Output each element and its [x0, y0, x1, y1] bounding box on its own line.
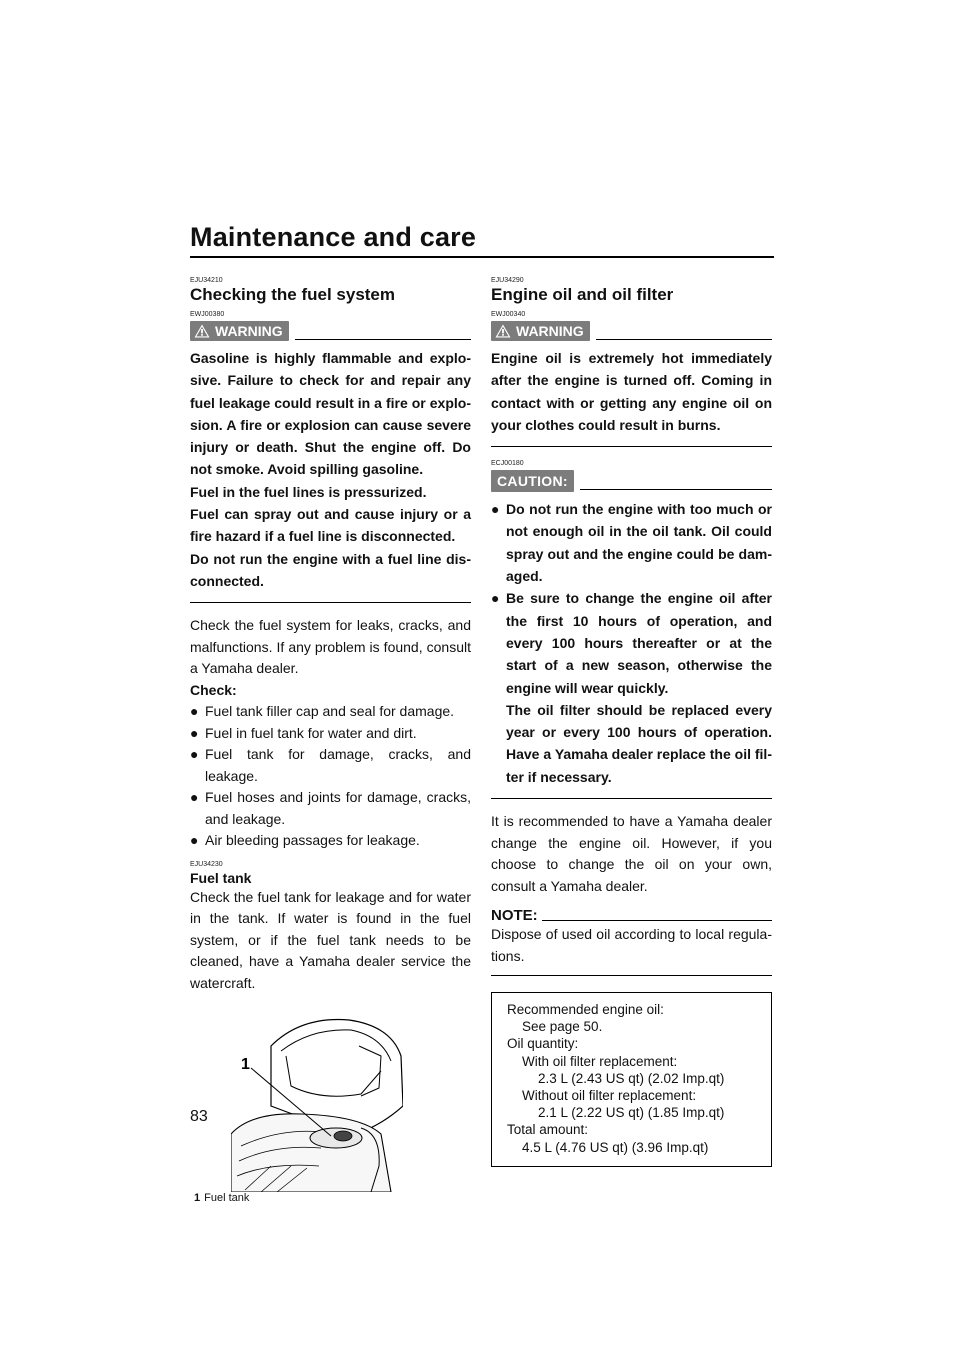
- warning-code: EWJ00340: [491, 311, 526, 318]
- caution-followup: The oil filter should be replaced every year or every 100 hours of operation. Have a Yamaha dealer replace the oil filter if necessary.: [506, 701, 772, 785]
- list-item: ● Fuel tank filler cap and seal for damage.: [190, 701, 471, 723]
- caution-header: [491, 470, 772, 492]
- watercraft-illustration: [231, 1016, 403, 1192]
- caution-badge: CAUTION:: [491, 470, 574, 492]
- bullet-icon: ●: [190, 724, 199, 741]
- note-text: Dispose of used oil according to local regulations.: [491, 926, 772, 964]
- warning-rule: [295, 339, 471, 340]
- warning-label: WARNING: [516, 323, 584, 339]
- spec-line: With oil filter replacement:: [522, 1053, 678, 1069]
- bullet-icon: ●: [491, 501, 500, 518]
- warning-badge: [491, 321, 590, 341]
- bullet-icon: ●: [190, 832, 199, 849]
- right-column: [491, 276, 772, 1167]
- fuel-tank-text: Check the fuel tank for leakage and for water in the tank. If water is found in the fuel system, or if the fuel tank needs to be cleaned, have a Yamaha dealer service the watercraft.: [190, 888, 471, 991]
- note-rule: [542, 920, 772, 921]
- list-item: ● Be sure to change the engine oil after the first 10 hours of operation, and every 100 hours thereafter or at the start of a new season, otherwise the engine will wear quickly. The oil filter should be replaced every year or every 100 hours of operation. Have a Yamaha dealer replace the oil filter if necessary.: [491, 587, 772, 788]
- spec-line: Oil quantity:: [507, 1036, 579, 1052]
- warning-header: [190, 321, 471, 341]
- warning-paragraph: Fuel in the fuel lines is pressurized.: [190, 483, 427, 500]
- bullet-icon: ●: [190, 703, 199, 720]
- warning-end-rule: [491, 446, 772, 447]
- warning-code: EWJ00380: [190, 311, 225, 318]
- list-item: ● Fuel tank for damage, cracks, and leakage.: [190, 746, 471, 784]
- warning-text: [190, 347, 471, 592]
- spec-line: Recommended engine oil:: [507, 1002, 664, 1018]
- warning-triangle-icon: [495, 324, 511, 338]
- spec-line: Total amount:: [507, 1122, 589, 1138]
- warning-paragraph: Do not run the engine with a fuel line disconnected.: [190, 550, 471, 589]
- warning-text: Engine oil is extremely hot immediately after the engine is turned off. Coming in contact with or getting any engine oil on your clothes could result in burns.: [491, 350, 772, 433]
- warning-header: [491, 321, 772, 341]
- check-label: Check:: [190, 681, 237, 698]
- caution-end-rule: [491, 798, 772, 799]
- note-header: [491, 907, 772, 924]
- page-number: 83: [190, 1108, 208, 1125]
- section-title-fuel-system: Checking the fuel system: [190, 285, 396, 304]
- spec-line: See page 50.: [522, 1019, 603, 1035]
- left-column: [190, 276, 471, 1204]
- warning-triangle-icon: [194, 324, 210, 338]
- engine-oil-body: It is recommended to have a Yamaha dealer change the engine oil. However, if you choose to change the oil on your own, consult a Yamaha dealer.: [491, 813, 772, 894]
- section-code: EJU34290: [491, 277, 524, 284]
- caution-rule: [580, 489, 772, 490]
- figure-caption: [194, 1192, 471, 1204]
- caution-code: ECJ00180: [491, 460, 524, 468]
- caption-number: 1: [194, 1192, 201, 1205]
- page-title: Maintenance and care: [190, 222, 477, 252]
- section-title-engine-oil: Engine oil and oil filter: [491, 285, 674, 304]
- warning-rule: [596, 339, 772, 340]
- note-end-rule: [491, 975, 772, 976]
- subsection-title-fuel-tank: Fuel tank: [190, 869, 252, 886]
- warning-end-rule: [190, 602, 471, 603]
- spec-line: 2.3 L (2.43 US qt) (2.02 Imp.qt): [538, 1070, 725, 1086]
- caption-text: Fuel tank: [204, 1192, 250, 1205]
- warning-badge: [190, 321, 289, 341]
- bullet-icon: ●: [190, 789, 199, 806]
- section-code: EJU34210: [190, 277, 223, 284]
- list-item: ● Fuel in fuel tank for water and dirt.: [190, 723, 471, 745]
- list-item: ● Do not run the engine with too much or not enough oil in the oil tank. Oil could spray out and the engine could be damaged.: [491, 498, 772, 587]
- bullet-icon: ●: [190, 746, 199, 763]
- spec-line: 4.5 L (4.76 US qt) (3.96 Imp.qt): [522, 1139, 709, 1155]
- list-item: ● Fuel hoses and joints for damage, cracks, and leakage.: [190, 789, 471, 827]
- oil-spec-box: [491, 992, 772, 1167]
- fuel-system-intro: Check the fuel system for leaks, cracks, and malfunctions. If any problem is found, consult a Yamaha dealer.: [190, 617, 471, 677]
- spec-line: 2.1 L (2.22 US qt) (1.85 Imp.qt): [538, 1105, 725, 1121]
- subsection-code: EJU34230: [190, 860, 223, 868]
- warning-paragraph: Gasoline is highly flammable and explosive. Failure to check for and repair any fuel leakage could result in a fire or explosion. A fire or explosion can cause severe injury or death. Shut the engine off. Do not smoke. Avoid spilling gasoline.: [190, 350, 471, 478]
- figure-callout: 1: [241, 1056, 250, 1074]
- warning-label: WARNING: [215, 323, 283, 339]
- list-item: ● Air bleeding passages for leakage.: [190, 830, 471, 852]
- spec-line: Without oil filter replacement:: [522, 1088, 697, 1104]
- note-label: NOTE:: [491, 907, 538, 925]
- caution-list: [491, 498, 772, 788]
- warning-paragraph: Fuel can spray out and cause injury or a fire hazard if a fuel line is disconnected.: [190, 506, 471, 545]
- header-rule: [190, 256, 774, 258]
- bullet-icon: ●: [491, 590, 500, 607]
- check-list: [190, 701, 471, 852]
- fuel-tank-figure: [231, 1016, 403, 1192]
